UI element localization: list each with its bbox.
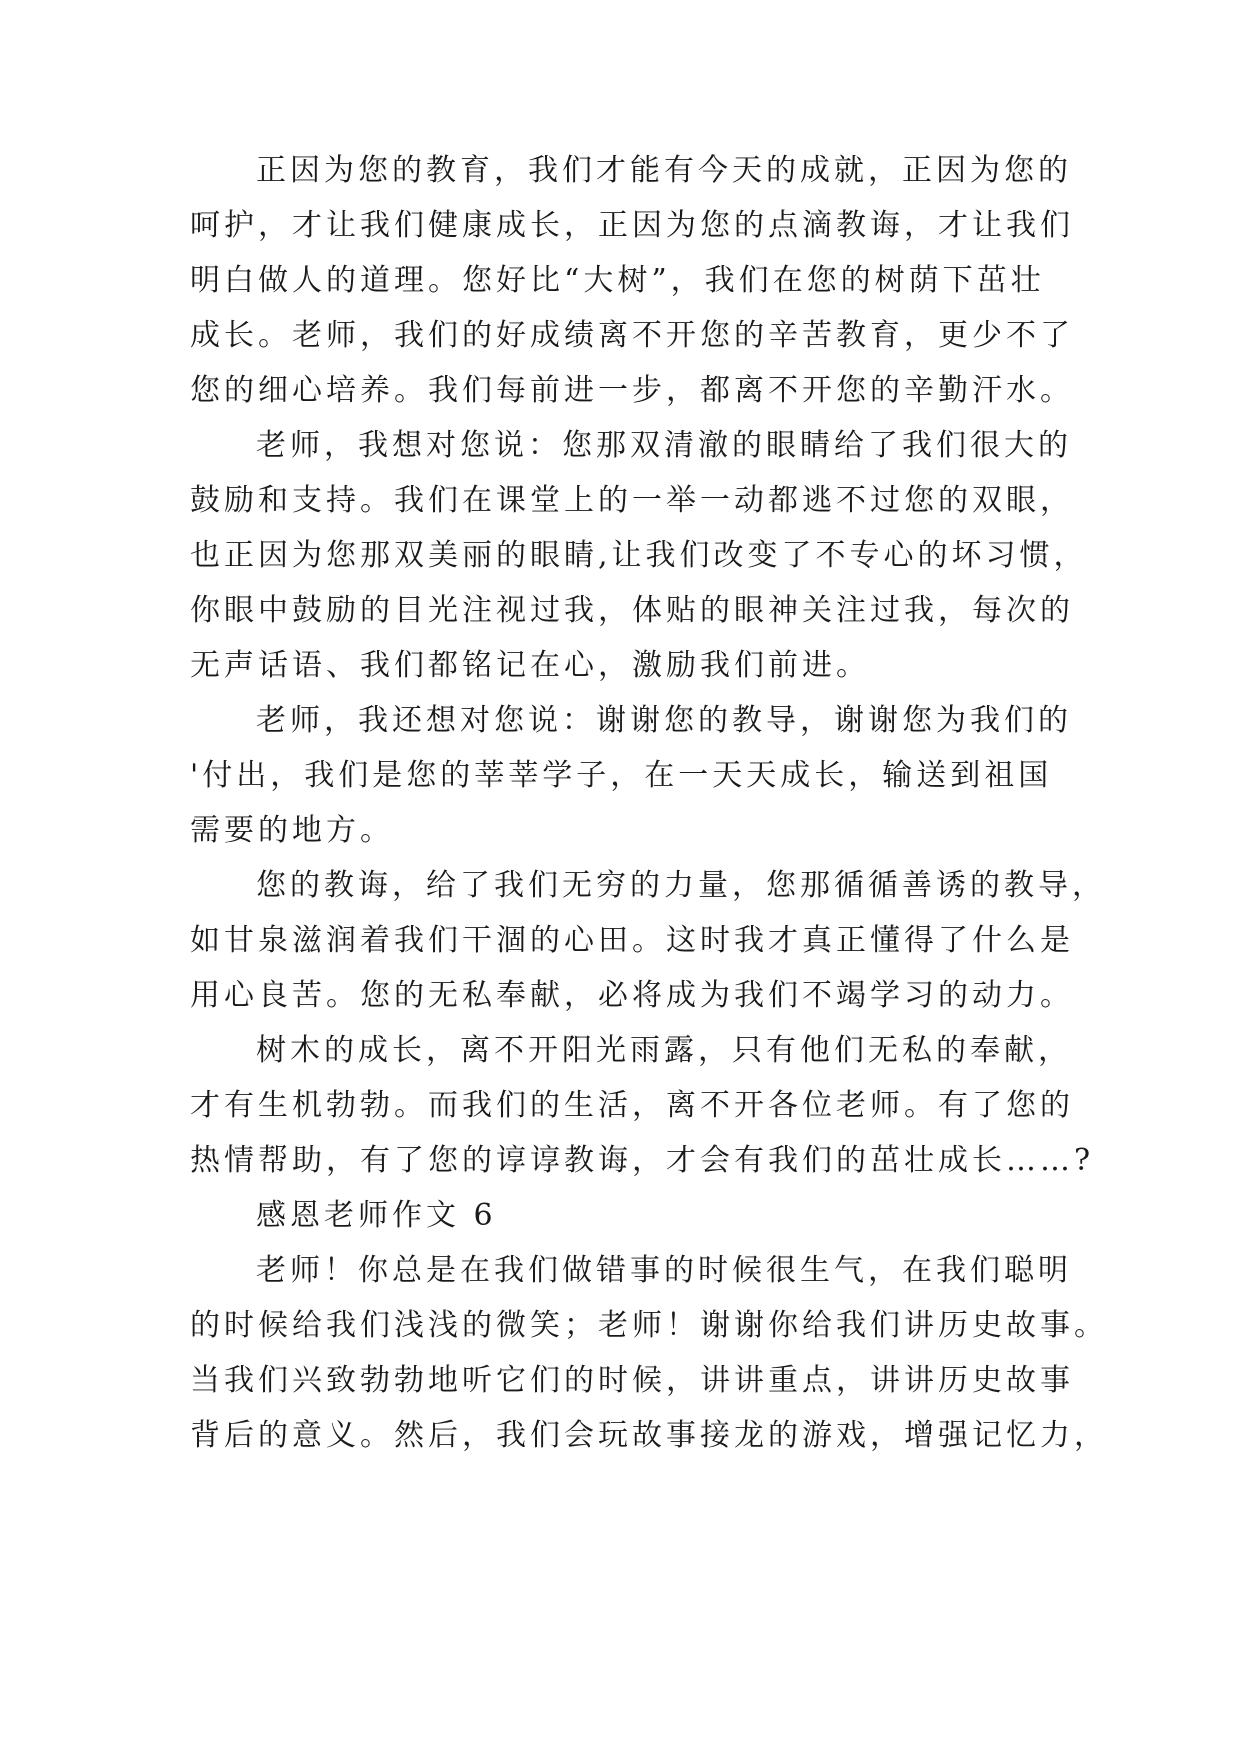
- paragraph-line: 呵护，才让我们健康成长，正因为您的点滴教诲，才让我们: [190, 208, 1074, 243]
- paragraph-line: 无声话语、我们都铭记在心，激励我们前进。: [190, 648, 870, 683]
- paragraph-line: 老师，我想对您说：您那双清澈的眼睛给了我们很大的: [256, 428, 1072, 463]
- paragraph-line: 老师！你总是在我们做错事的时候很生气，在我们聪明: [256, 1253, 1072, 1288]
- paragraph-line: 用心良苦。您的无私奉献，必将成为我们不竭学习的动力。: [190, 978, 1074, 1013]
- paragraph-line: '付出，我们是您的莘莘学子，在一天天成长，输送到祖国: [190, 758, 1053, 793]
- paragraph-line: 当我们兴致勃勃地听它们的时候，讲讲重点，讲讲历史故事: [190, 1363, 1074, 1398]
- paragraph-line: 鼓励和支持。我们在课堂上的一举一动都逃不过您的双眼，: [190, 483, 1074, 518]
- paragraph-line: 您的教诲，给了我们无穷的力量，您那循循善诱的教导，: [256, 868, 1106, 903]
- paragraph-line: 成长。老师，我们的好成绩离不开您的辛苦教育，更少不了: [190, 318, 1074, 353]
- section-heading: 感恩老师作文 6: [256, 1198, 497, 1233]
- paragraph-line: 热情帮助，有了您的谆谆教诲，才会有我们的茁壮成长……?: [190, 1143, 1095, 1178]
- paragraph-line: 才有生机勃勃。而我们的生活，离不开各位老师。有了您的: [190, 1088, 1074, 1123]
- paragraph-line: 明白做人的道理。您好比“大树”，我们在您的树荫下茁壮: [190, 263, 1045, 298]
- paragraph-line: 如甘泉滋润着我们干涸的心田。这时我才真正懂得了什么是: [190, 923, 1074, 958]
- paragraph-line: 背后的意义。然后，我们会玩故事接龙的游戏，增强记忆力，: [190, 1418, 1108, 1453]
- paragraph-line: 正因为您的教育，我们才能有今天的成就，正因为您的: [256, 153, 1072, 188]
- paragraph-line: 您的细心培养。我们每前进一步，都离不开您的辛勤汗水。: [190, 373, 1074, 408]
- paragraph-line: 也正因为您那双美丽的眼睛,让我们改变了不专心的坏习惯，: [190, 538, 1088, 573]
- paragraph-line: 的时候给我们浅浅的微笑；老师！谢谢你给我们讲历史故事。: [190, 1308, 1108, 1343]
- paragraph-line: 老师，我还想对您说：谢谢您的教导，谢谢您为我们的: [256, 703, 1072, 738]
- paragraph-line: 你眼中鼓励的目光注视过我，体贴的眼神关注过我，每次的: [190, 593, 1074, 628]
- paragraph-line: 需要的地方。: [190, 813, 394, 848]
- paragraph-line: 树木的成长，离不开阳光雨露，只有他们无私的奉献，: [256, 1033, 1072, 1068]
